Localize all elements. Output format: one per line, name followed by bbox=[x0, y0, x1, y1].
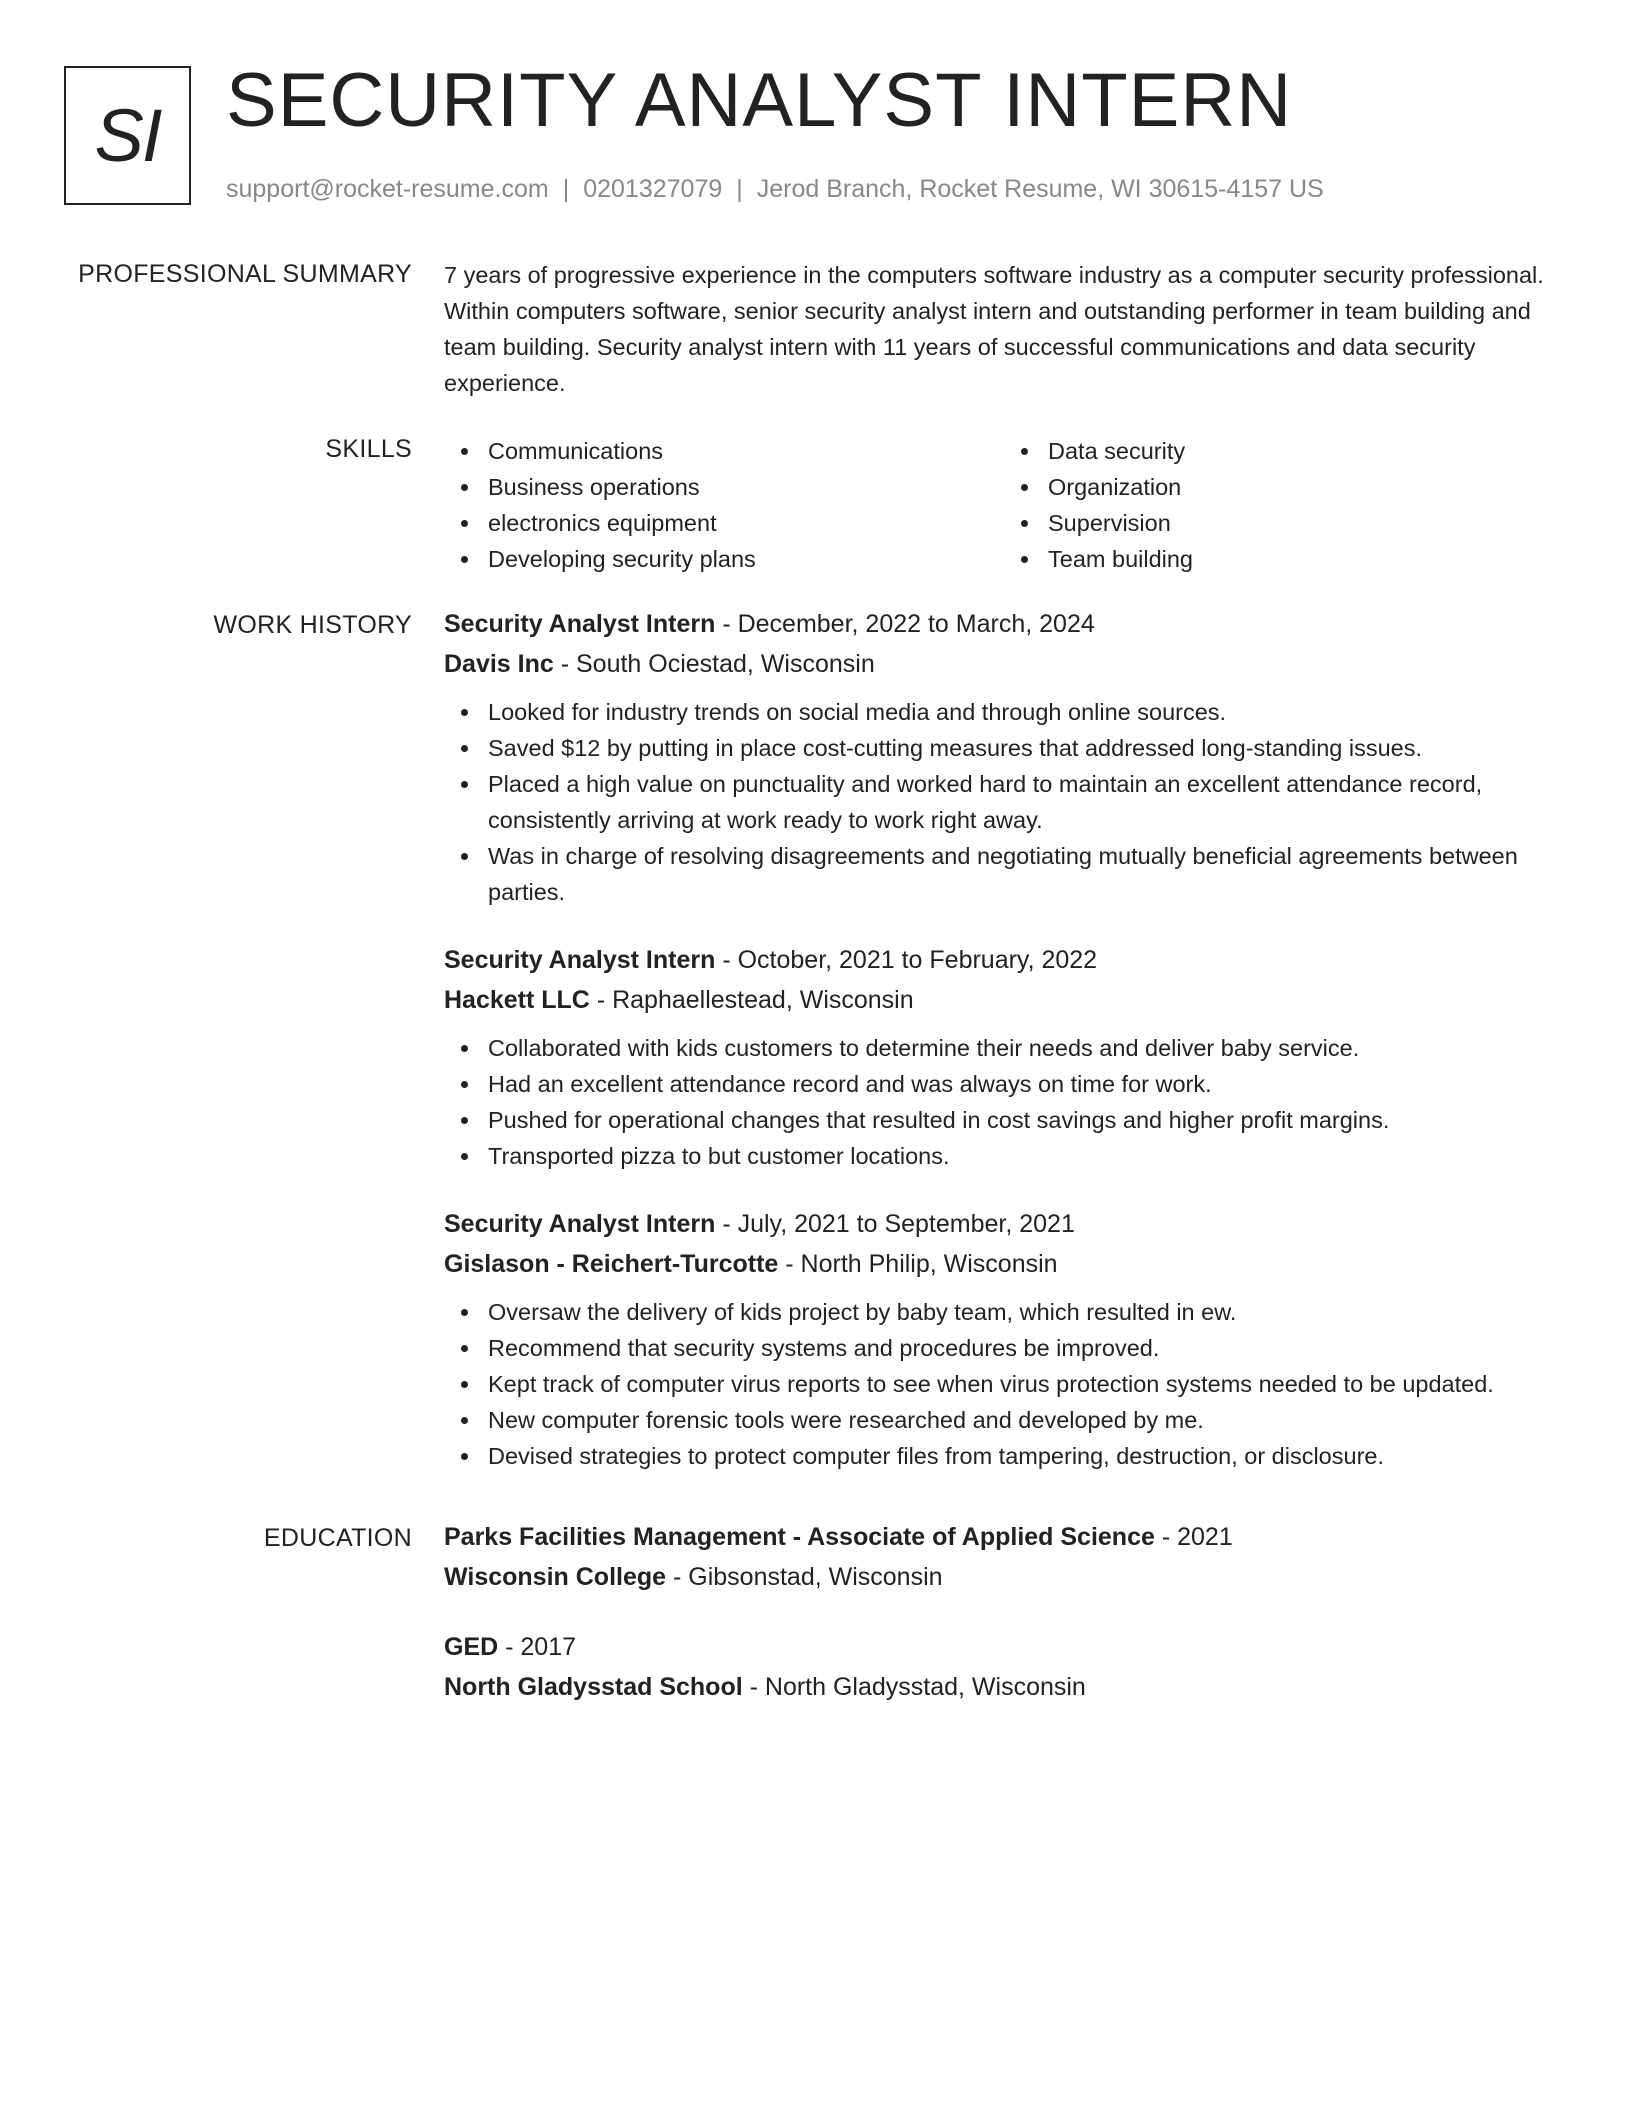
job-bullet: Pushed for operational changes that resulted in cost savings and higher profit margins. bbox=[488, 1102, 1564, 1138]
job-entry bbox=[444, 940, 1564, 1174]
summary-text: 7 years of progressive experience in the computers software industry as a computer security professional. Within computers software, senior security analyst intern and outstanding performer in team building and team building. Security analyst intern with 11 years of successful communications and data security experience. bbox=[444, 262, 1544, 396]
monogram-initials: SI bbox=[94, 94, 161, 177]
contact-email[interactable]: support@rocket-resume.com bbox=[226, 175, 549, 203]
contact-address: Jerod Branch, Rocket Resume, WI 30615-4157 US bbox=[756, 175, 1324, 203]
job-bullet: Was in charge of resolving disagreements and negotiating mutually beneficial agreements between parties. bbox=[488, 838, 1564, 910]
education-school-line bbox=[444, 1557, 1564, 1597]
education-year: - 2017 bbox=[498, 1633, 577, 1661]
education-degree: Parks Facilities Management - Associate of Applied Science bbox=[444, 1523, 1155, 1551]
job-company-line bbox=[444, 644, 1564, 684]
job-title-line bbox=[444, 604, 1564, 644]
section-label-education: EDUCATION bbox=[263, 1524, 412, 1552]
job-bullet: Had an excellent attendance record and was always on time for work. bbox=[488, 1066, 1564, 1102]
contact-separator: | bbox=[736, 175, 743, 203]
job-title: Security Analyst Intern bbox=[444, 946, 716, 974]
education-degree-line bbox=[444, 1627, 1564, 1667]
job-location: - North Philip, Wisconsin bbox=[778, 1250, 1058, 1278]
job-company: Davis Inc bbox=[444, 650, 554, 678]
education-year: - 2021 bbox=[1154, 1523, 1233, 1551]
job-company-line bbox=[444, 1244, 1564, 1284]
job-title: Security Analyst Intern bbox=[444, 1210, 716, 1238]
education-school: Wisconsin College bbox=[444, 1563, 667, 1591]
job-bullet: Transported pizza to but customer locations. bbox=[488, 1138, 1564, 1174]
skill-item: Communications bbox=[488, 433, 1004, 469]
job-location: - South Ociestad, Wisconsin bbox=[553, 650, 875, 678]
job-title-line bbox=[444, 1204, 1564, 1244]
job-bullet: Oversaw the delivery of kids project by baby team, which resulted in ew. bbox=[488, 1294, 1564, 1330]
education-location: - Gibsonstad, Wisconsin bbox=[666, 1563, 943, 1591]
skills-list-left bbox=[444, 433, 1004, 577]
skill-item: Developing security plans bbox=[488, 541, 1004, 577]
skill-item: electronics equipment bbox=[488, 505, 1004, 541]
job-title-line bbox=[444, 940, 1564, 980]
education-school-line bbox=[444, 1667, 1564, 1707]
skill-item: Supervision bbox=[1048, 505, 1564, 541]
skill-item: Data security bbox=[1048, 433, 1564, 469]
job-dates: - October, 2021 to February, 2022 bbox=[715, 946, 1098, 974]
job-entry bbox=[444, 1204, 1564, 1474]
skill-item: Organization bbox=[1048, 469, 1564, 505]
job-dates: - December, 2022 to March, 2024 bbox=[715, 610, 1095, 638]
job-title: Security Analyst Intern bbox=[444, 610, 716, 638]
job-location: - Raphaellestead, Wisconsin bbox=[589, 986, 914, 1014]
job-company: Gislason - Reichert-Turcotte bbox=[444, 1250, 779, 1278]
job-bullet: Saved $12 by putting in place cost-cutting measures that addressed long-standing issues. bbox=[488, 730, 1564, 766]
education-degree-line bbox=[444, 1517, 1564, 1557]
job-entry bbox=[444, 604, 1564, 910]
job-bullet: Placed a high value on punctuality and worked hard to maintain an excellent attendance record, consistently arriving at work ready to work right away. bbox=[488, 766, 1564, 838]
education-entry bbox=[444, 1517, 1564, 1597]
contact-phone[interactable]: 0201327079 bbox=[583, 175, 723, 203]
job-company: Hackett LLC bbox=[444, 986, 590, 1014]
job-dates: - July, 2021 to September, 2021 bbox=[715, 1210, 1075, 1238]
job-bullet: Recommend that security systems and procedures be improved. bbox=[488, 1330, 1564, 1366]
job-bullet: Kept track of computer virus reports to see when virus protection systems needed to be updated. bbox=[488, 1366, 1564, 1402]
section-label-skills: SKILLS bbox=[325, 435, 412, 463]
resume-title: SECURITY ANALYST INTERN bbox=[226, 58, 1293, 143]
education-entry bbox=[444, 1627, 1564, 1707]
contact-line bbox=[226, 174, 1324, 204]
skill-item: Business operations bbox=[488, 469, 1004, 505]
skills-list-right bbox=[1004, 433, 1564, 577]
job-bullets bbox=[444, 694, 1564, 910]
job-bullet: New computer forensic tools were researched and developed by me. bbox=[488, 1402, 1564, 1438]
skill-item: Team building bbox=[1048, 541, 1564, 577]
monogram-badge bbox=[64, 66, 191, 205]
section-label-summary: PROFESSIONAL SUMMARY bbox=[78, 260, 412, 288]
job-bullets bbox=[444, 1294, 1564, 1474]
job-bullet: Looked for industry trends on social media and through online sources. bbox=[488, 694, 1564, 730]
job-bullet: Devised strategies to protect computer files from tampering, destruction, or disclosure. bbox=[488, 1438, 1564, 1474]
education-school: North Gladysstad School bbox=[444, 1673, 743, 1701]
job-company-line bbox=[444, 980, 1564, 1020]
job-bullets bbox=[444, 1030, 1564, 1174]
education-location: - North Gladysstad, Wisconsin bbox=[742, 1673, 1086, 1701]
education-degree: GED bbox=[444, 1633, 499, 1661]
section-label-work-history: WORK HISTORY bbox=[213, 611, 412, 639]
job-bullet: Collaborated with kids customers to determine their needs and deliver baby service. bbox=[488, 1030, 1564, 1066]
contact-separator: | bbox=[562, 175, 570, 203]
